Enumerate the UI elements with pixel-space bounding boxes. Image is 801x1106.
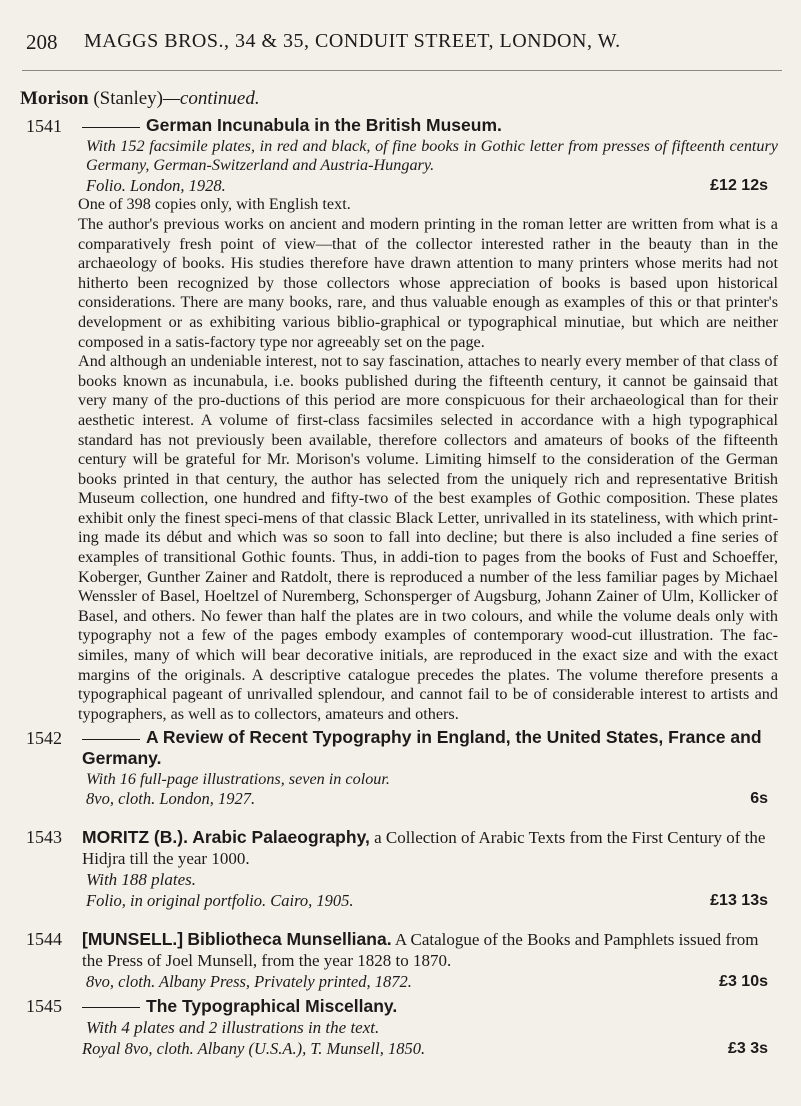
- entry-title: A Review of Recent Typography in England, the United States, France and Germany.: [82, 727, 762, 768]
- catalogue-entry-1544: [20, 929, 778, 992]
- entry-subtitle: With 16 full-page illustrations, seven in colour.: [86, 769, 390, 788]
- lot-number: 1544: [26, 928, 62, 949]
- author-continued: —continued.: [163, 88, 260, 109]
- entry-imprint-row: [82, 176, 778, 196]
- entry-imprint-row: [82, 789, 778, 809]
- entry-title: Bibliotheca Munselliana.: [187, 928, 392, 949]
- author-heading: [20, 88, 778, 110]
- catalogue-entry-1543: [20, 827, 778, 911]
- catalogue-entry-1541: [20, 116, 778, 724]
- page-number: 208: [26, 30, 58, 54]
- entry-subtitle: With 188 plates.: [86, 869, 197, 889]
- catalogue-entry-1545: [20, 996, 778, 1059]
- header-rule: [22, 70, 782, 71]
- entry-description-2: And although an undeniable interest, not to say fascination, attaches to nearly every member of that class of books known as incunabula, i.e. books published during the fifteenth century, it cannot be gainsaid that very many of the pro-ductions of this period are more conspicuous for their archaeological than for their aesthetic interest. A volume of first-class facsimiles selected in accordance with a high typographical standard has not previously been available, therefore collectors and amateurs of books of the fifteenth century will be grateful for Mr. Morison's volume. Limiting himself to the consideration of the German books printed in that century, the author has selected from the uniquely rich and representative British Museum collection, one hundred and fifty-two of the best examples of Gothic composition. These plates exhibit only the finest speci-mens of that classic Black Letter, unrivalled in its stateliness, with which print-ing made its début and which was so soon to fall into decline; but there is also included a fine series of examples of transitional Gothic founts. Thus, in addi-tion to pages from the books of Fust and Schoeffer, Koberger, Gunther Zainer and Ratdolt, there is reproduced a number of the less familiar pages by Michael Wenssler of Basel, Hoeltzel of Nuremberg, Schonsperger of Augsburg, Johann Zainer of Ulm, Kollicker of Basel, and others. No fewer than half the plates are in two colours, and while the volume deals only with typography not a few of the pages embody examples of contemporary wood-cut illustration. The fac-similes, many of which will bear decorative initials, are reproduced in the exact size and with the exact margins of the originals. A descriptive catalogue precedes the plates. The volume therefore presents a typographical pageant of unrivalled splendour, and cannot fail to be of considerable interest to artists and typographers, as well as to collectors, amateurs and others.: [78, 352, 778, 723]
- entry-body: [82, 827, 778, 911]
- entry-imprint: 8vo, cloth. Albany Press, Privately printed, 1872.: [86, 971, 412, 991]
- entry-body: [82, 996, 778, 1059]
- entry-price: £12 12s: [710, 176, 768, 194]
- entry-imprint-row: [82, 890, 778, 911]
- entry-price: £3 10s: [719, 972, 768, 990]
- catalogue-entry-1542: [20, 728, 778, 808]
- entry-price: £3 3s: [727, 1039, 768, 1057]
- entry-imprint-row: [82, 1038, 778, 1059]
- entry-description-1: The author's previous works on ancient and modern printing in the roman letter are written from what is a comparatively fresh point of view—that of the collector interested rather in the beauty than in the archaeology of books. His studies therefore have drawn attention to many printers whose merits had not hitherto been recognized by those collectors whose appreciation of books is based upon historical considerations. There are many books, rare, and thus valuable enough as examples of this or that printer's development or as exhibiting various biblio-graphical or typographical minutiae, but which are neither composed in a satis-factory type nor agreeably set on the page.: [78, 214, 778, 351]
- entry-subtitle: With 152 facsimile plates, in red and black, of fine books in Gothic letter from presses of fifteenth century Germany, German-Switzerland and Austria-Hungary.: [86, 136, 778, 175]
- entry-subtitle: With 4 plates and 2 illustrations in the text.: [86, 1017, 380, 1037]
- entry-imprint: 8vo, cloth. London, 1927.: [86, 789, 256, 809]
- entry-imprint: Folio. London, 1928.: [86, 175, 226, 195]
- entry-author: MORITZ (B.).: [82, 826, 188, 847]
- entry-body: [82, 929, 778, 992]
- entry-body: [82, 728, 778, 808]
- entry-edition: One of 398 copies only, with English text.: [78, 195, 351, 214]
- running-title: MAGGS BROS., 34 & 35, CONDUIT STREET, LONDON, W.: [84, 30, 621, 52]
- entry-imprint-row: [82, 971, 778, 992]
- author-forename: (Stanley): [88, 88, 164, 109]
- entry-imprint: Folio, in original portfolio. Cairo, 1905.: [86, 890, 354, 910]
- lot-number: 1542: [26, 728, 62, 749]
- entry-title: The Typographical Miscellany.: [146, 995, 398, 1016]
- entry-title: Arabic Palaeography,: [192, 826, 370, 847]
- lot-number: 1545: [26, 995, 62, 1016]
- lot-number: 1543: [26, 826, 62, 847]
- ditto-dash: [82, 739, 140, 740]
- entry-title: German Incunabula in the British Museum.: [146, 115, 502, 135]
- ditto-dash: [82, 127, 140, 128]
- catalogue-content: [20, 88, 778, 1059]
- lot-number: 1541: [26, 116, 62, 136]
- entry-price: 6s: [750, 790, 768, 808]
- entry-title-rest: a Collection of Arabic Texts from the First Century of the Hidjra till the year 1000.: [82, 827, 766, 868]
- ditto-dash: [82, 1007, 140, 1008]
- entry-author: [MUNSELL.]: [82, 928, 184, 949]
- entry-price: £13 13s: [710, 891, 768, 909]
- entry-body: [78, 115, 778, 724]
- page-header: [0, 30, 801, 70]
- entry-imprint: Royal 8vo, cloth. Albany (U.S.A.), T. Munsell, 1850.: [82, 1038, 426, 1058]
- entry-title-rest: A Catalogue of the Books and Pamphlets issued from the Press of Joel Munsell, from the year 1828 to 1870.: [82, 929, 759, 970]
- author-name: Morison: [20, 88, 89, 109]
